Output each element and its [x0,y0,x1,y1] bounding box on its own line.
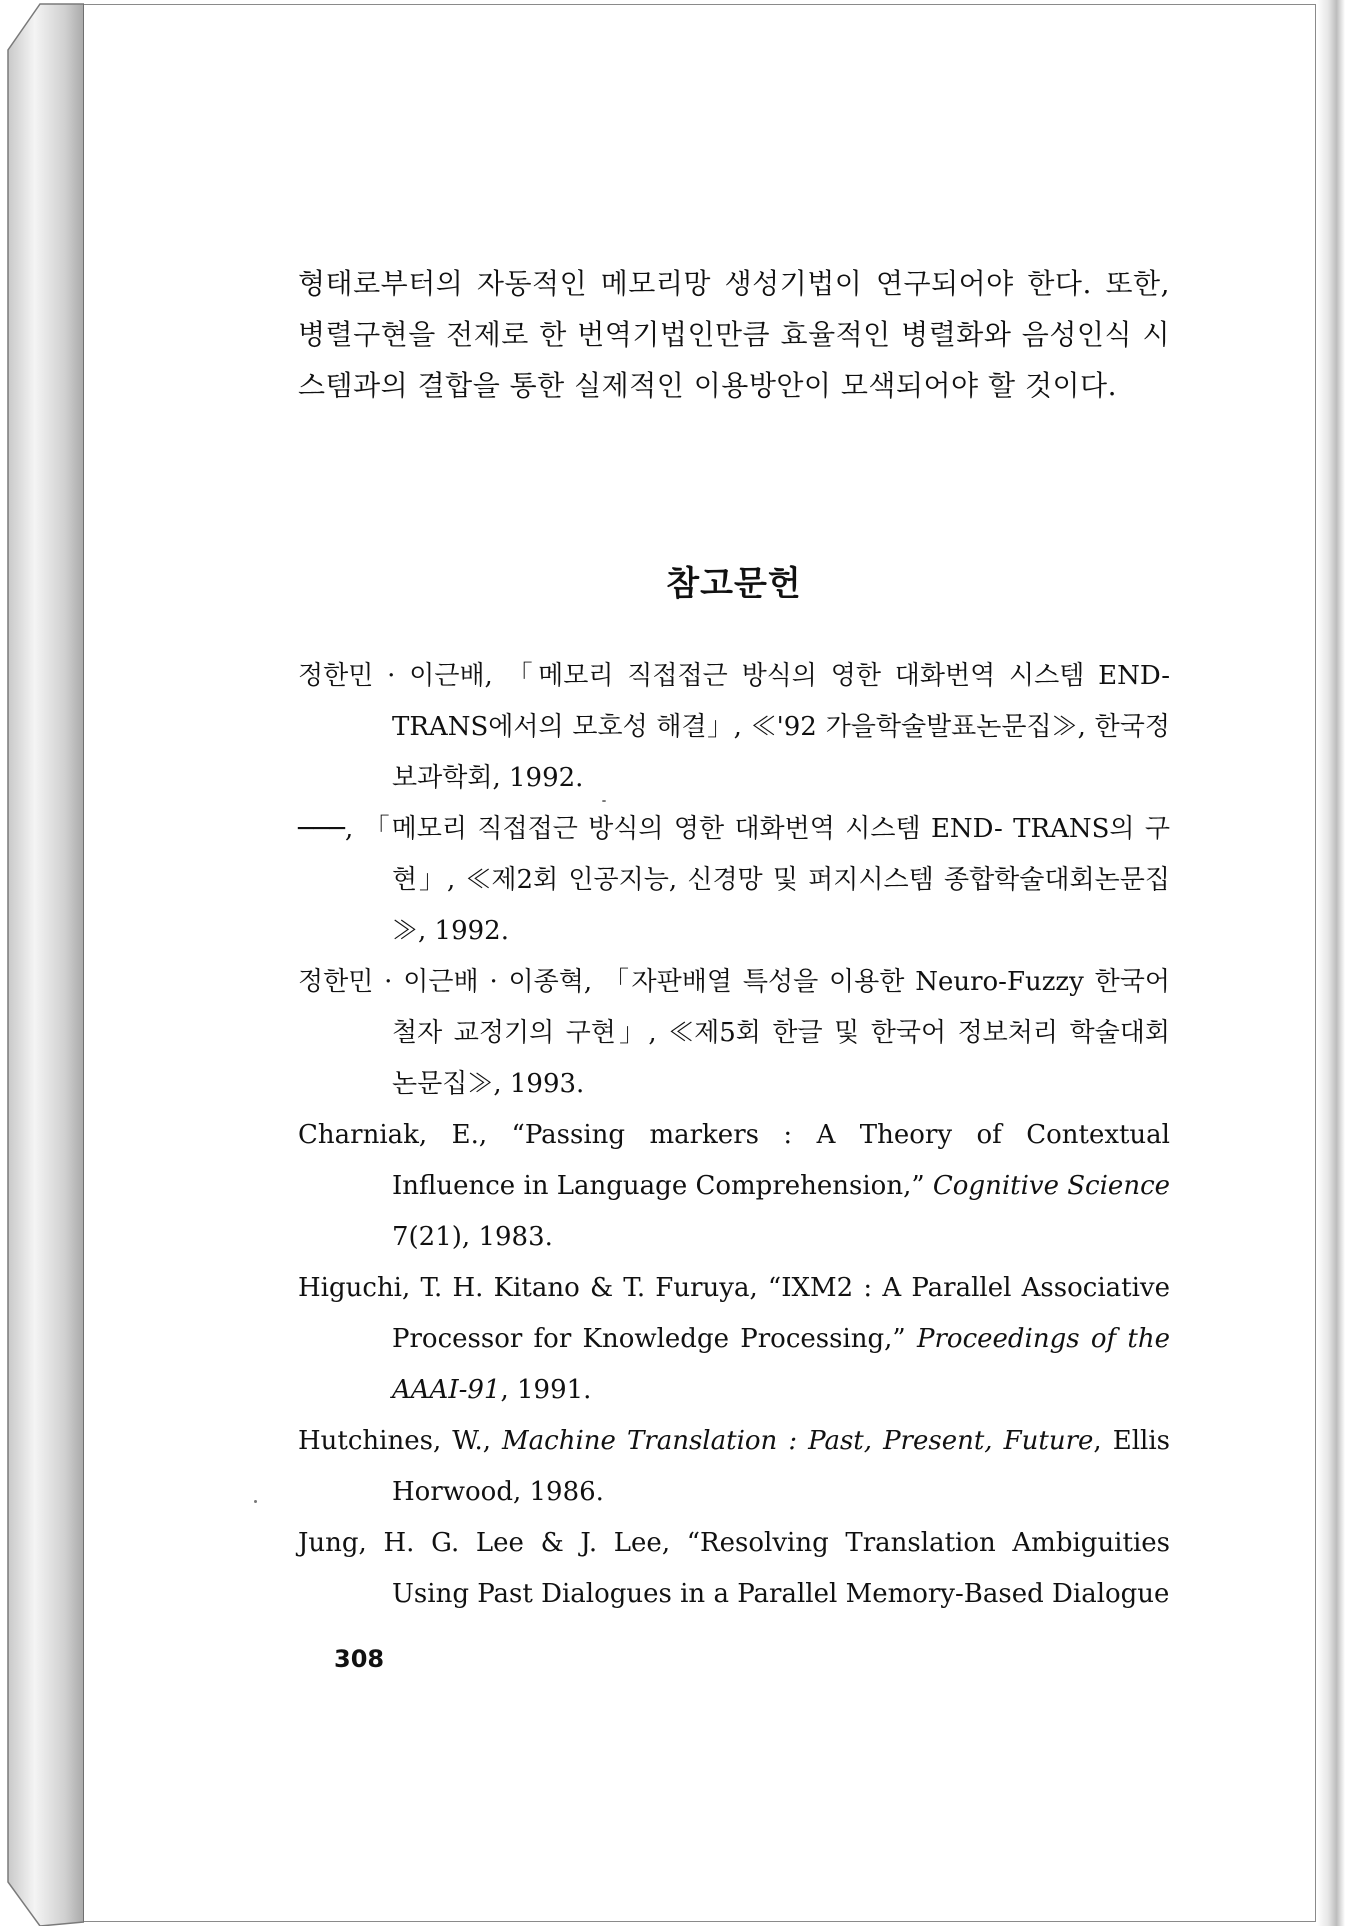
reference-item: 정한민 · 이근배, 「메모리 직접접근 방식의 영한 대화번역 시스템 END-TRANS에서의 모호성 해결」, ≪'92 가을학술발표논문집≫, 한국정보과학회, 1992. [298,661,1170,793]
intro-paragraph: 형태로부터의 자동적인 메모리망 생성기법이 연구되어야 한다. 또한, 병렬구현을 전제로 한 번역기법인만큼 효율적인 병렬화와 음성인식 시스템과의 결합을 통한 실제적인 이용방안이 모색되어야 할 것이다. [298,267,1170,402]
reference-item: 정한민 · 이근배 · 이종혁, 「자판배열 특성을 이용한 Neuro-Fuzzy 한국어 철자 교정기의 구현」, ≪제5회 한글 및 한국어 정보처리 학술대회 논문집≫, 1993. [298,967,1170,1099]
book-spine-edge [0,0,84,1926]
reference-text: Charniak, E., “Passing markers : A Theory of Contextual Influence in Language Comprehension,” [298,1120,1170,1201]
reference-book-title: Machine Translation : Past, Present, Future [502,1426,1094,1456]
reference-item [298,1110,1170,1263]
reference-journal-title: Cognitive Science [932,1171,1171,1201]
page-number: 308 [334,1645,385,1673]
reference-text: 7(21), 1983. [392,1222,553,1252]
reference-text: , 1991. [500,1375,592,1405]
reference-journal-title: Proceedings of the AAAI-91 [392,1324,1170,1405]
reference-item: Jung, H. G. Lee & J. Lee, “Resolving Translation Ambiguities Using Past Dialogues in a Parallel Memory-Based Dialogue [298,1528,1170,1609]
reference-text: Higuchi, T. H. Kitano & T. Furuya, “IXM2 : A Parallel Associative Processor for Knowledge Processing,” [298,1273,1170,1354]
reference-item: ───, 「메모리 직접접근 방식의 영한 대화번역 시스템 END- TRANS의 구현」, ≪제2회 인공지능, 신경망 및 퍼지시스템 종합학술대회논문집≫, 1992. [298,814,1170,946]
page-right-shadow [1317,0,1345,1926]
reference-list [298,651,1170,1620]
reference-item [298,1263,1170,1416]
reference-text: , Ellis Horwood, 1986. [392,1426,1170,1507]
scan-speck [254,1500,257,1503]
reference-item [298,1416,1170,1518]
scan-speck [602,800,606,802]
reference-text: Hutchines, W., [298,1426,503,1456]
section-title-references: 참고문헌 [666,564,802,604]
